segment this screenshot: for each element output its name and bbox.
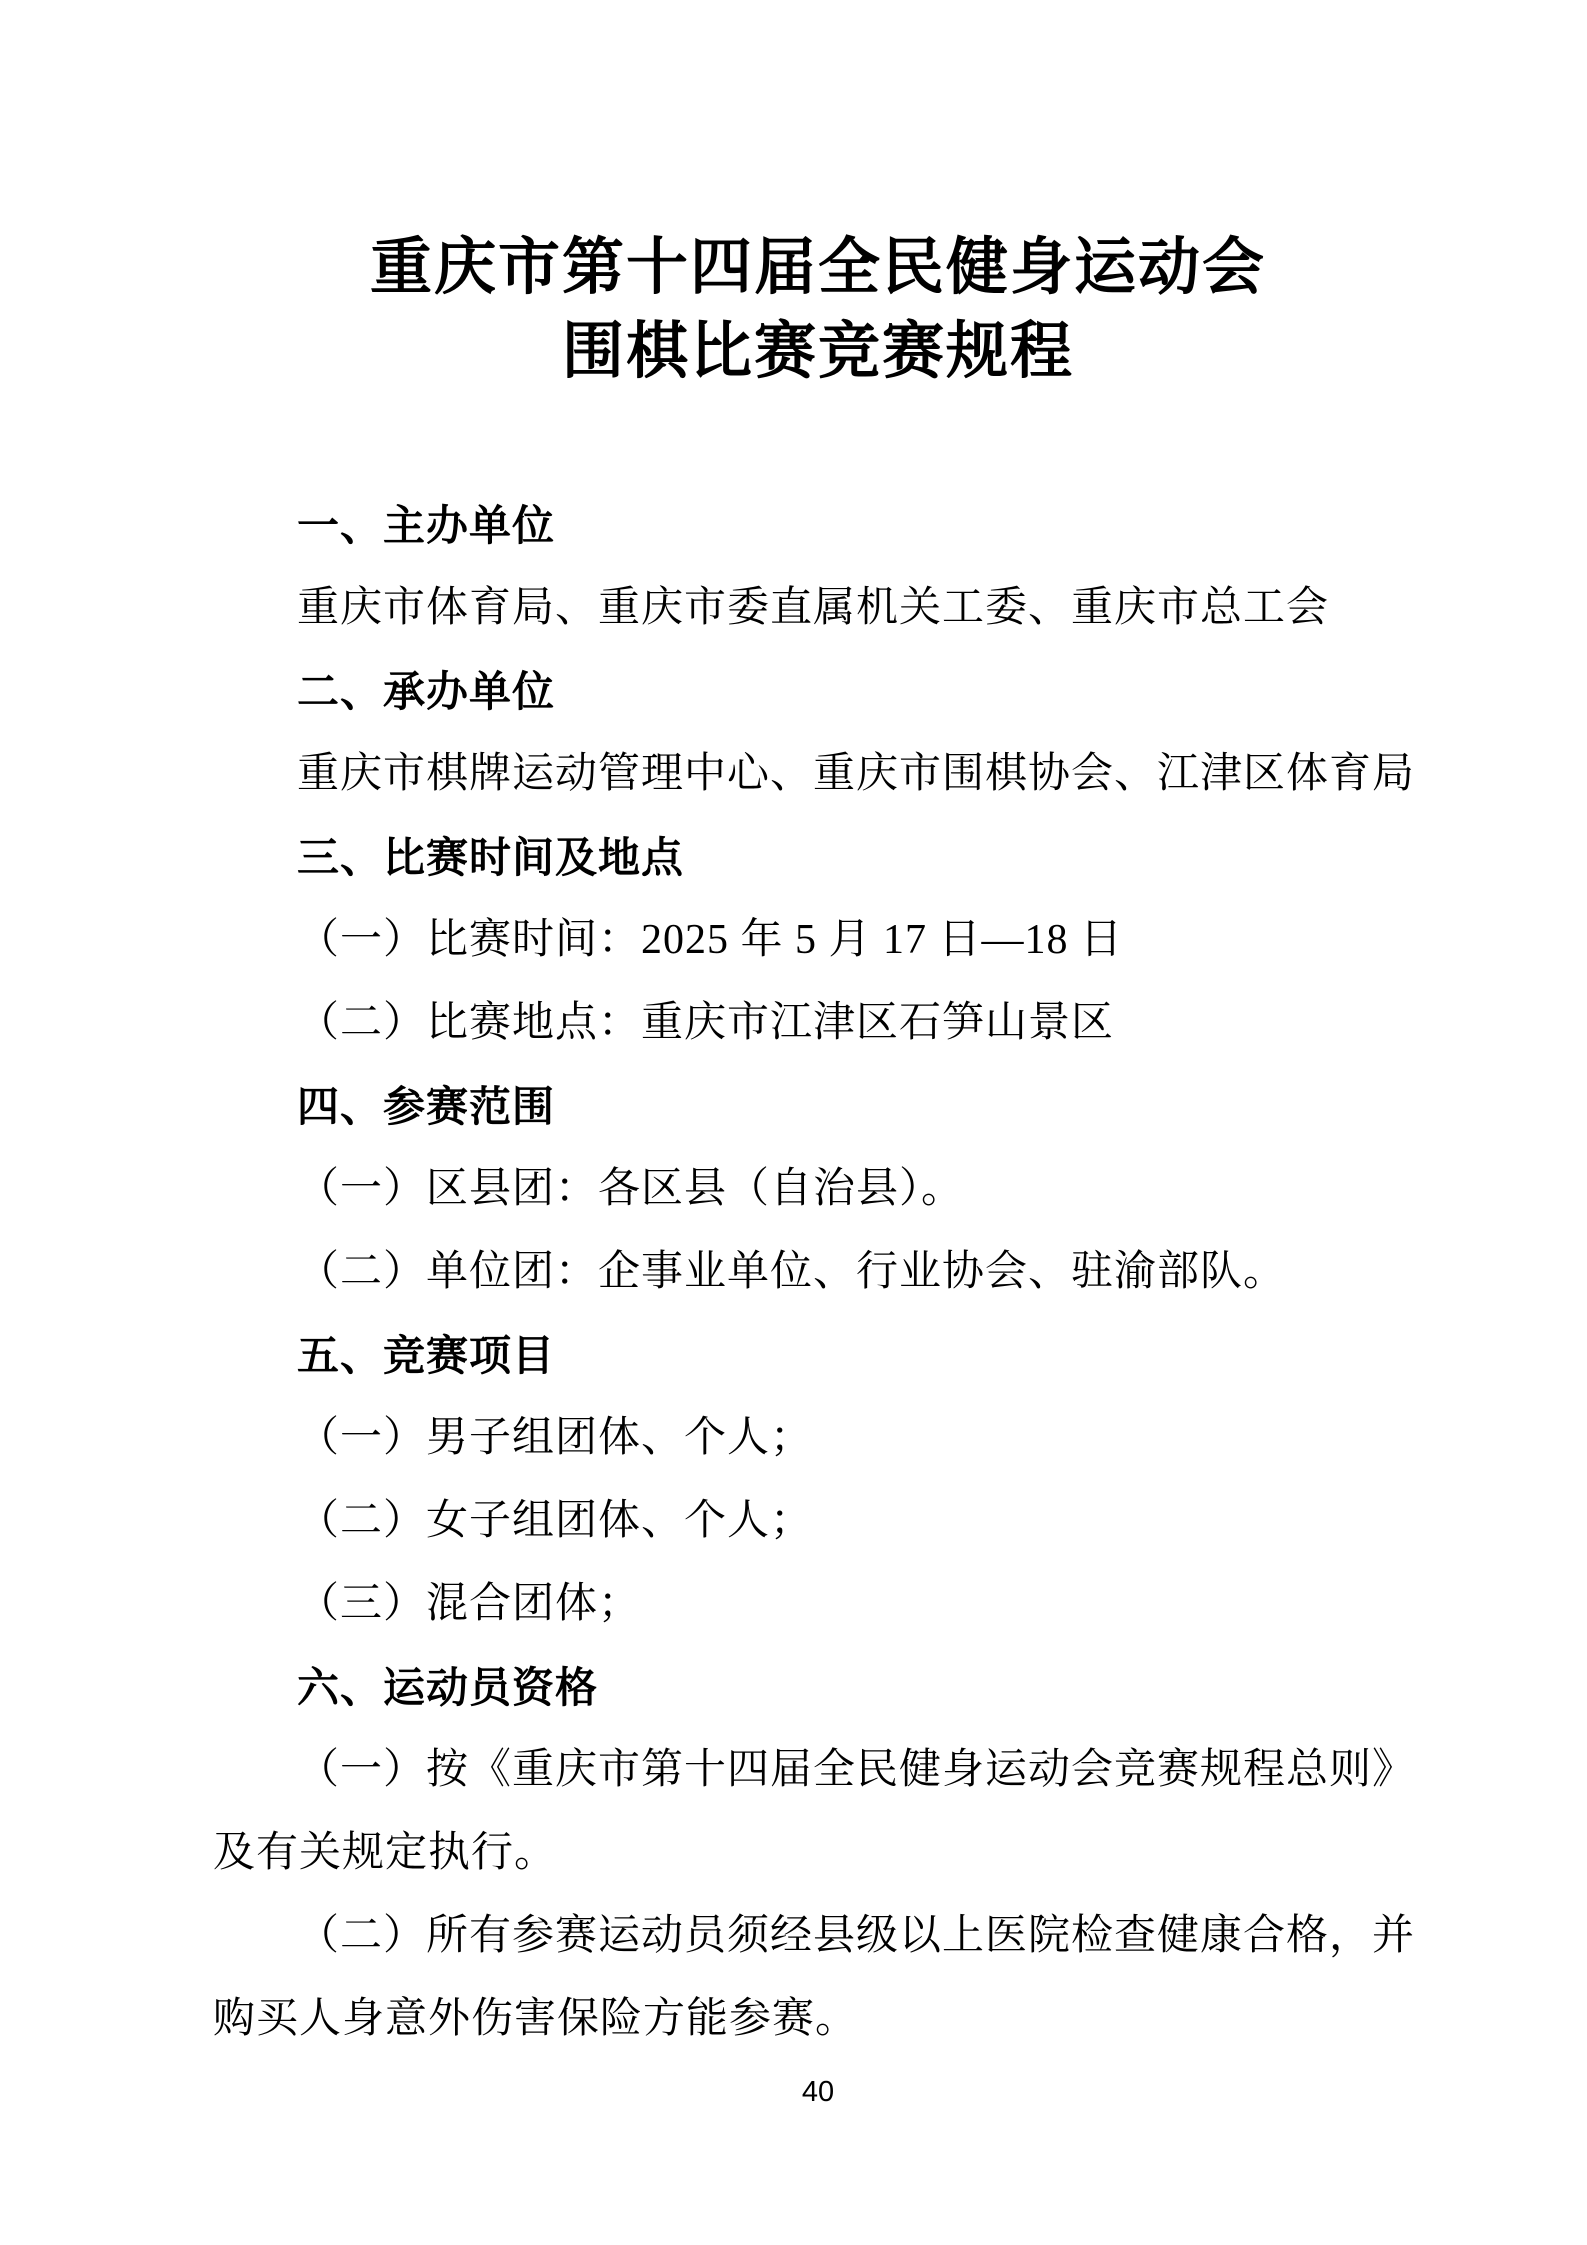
document-title-line-2: 围棋比赛竞赛规程	[561, 318, 1074, 386]
section-heading-eligibility: 六、运动员资格	[297, 1664, 599, 1711]
document-title-line-1: 重庆市第十四届全民健身运动会	[369, 234, 1266, 302]
undertaker-names: 重庆市棋牌运动管理中心、重庆市围棋协会、江津区体育局	[297, 751, 1416, 797]
section-heading-time-place: 三、比赛时间及地点	[297, 834, 685, 881]
page-number: 40	[801, 2076, 835, 2108]
document-title	[213, 226, 1423, 394]
competition-time: （一）比赛时间：2025 年 5 月 17 日—18 日	[297, 917, 1124, 963]
section-heading-undertaker: 二、承办单位	[297, 668, 556, 715]
scope-unit-teams: （二）单位团：企事业单位、行业协会、驻渝部队。	[297, 1249, 1287, 1295]
section-heading-organizer: 一、主办单位	[297, 502, 556, 549]
eligibility-health-line-2: 购买人身意外伤害保险方能参赛。	[213, 1996, 859, 2042]
eligibility-rule-line-2: 及有关规定执行。	[213, 1830, 558, 1876]
event-men: （一）男子组团体、个人；	[297, 1415, 814, 1461]
event-mixed: （三）混合团体；	[297, 1581, 642, 1627]
scope-district-teams: （一）区县团：各区县（自治县）。	[297, 1166, 965, 1212]
section-heading-events: 五、竞赛项目	[297, 1332, 556, 1379]
organizer-names: 重庆市体育局、重庆市委直属机关工委、重庆市总工会	[297, 585, 1330, 631]
section-heading-scope: 四、参赛范围	[297, 1083, 556, 1130]
eligibility-rule-line-1: （一）按《重庆市第十四届全民健身运动会竞赛规程总则》	[297, 1747, 1416, 1793]
competition-place: （二）比赛地点：重庆市江津区石笋山景区	[297, 1000, 1115, 1046]
document-body	[213, 484, 1427, 2061]
event-women: （二）女子组团体、个人；	[297, 1498, 814, 1544]
eligibility-health-line-1: （二）所有参赛运动员须经县级以上医院检查健康合格，并	[297, 1913, 1416, 1959]
